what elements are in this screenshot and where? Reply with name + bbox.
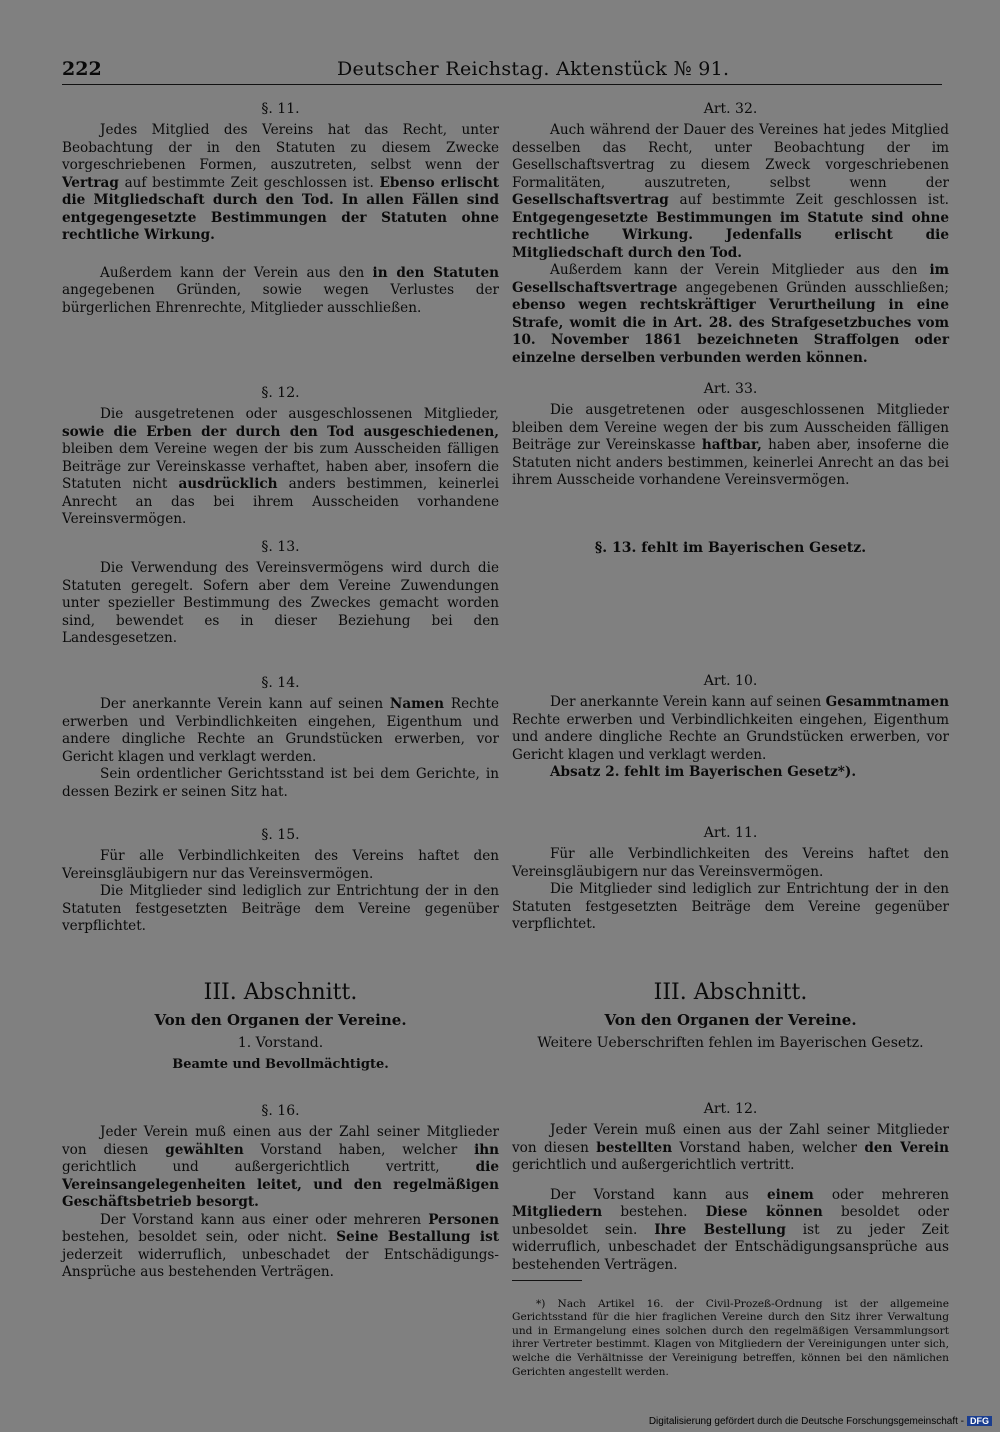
paragraph: Für alle Verbindlichkeiten des Vereins haftet den Vereinsgläubigern nur das Vereinsvermögen.: [62, 848, 499, 882]
section-heading: §. 15.: [261, 827, 300, 843]
paragraph: Der Vorstand kann aus einer oder mehreren Personen bestehen, besoldet sein, oder nicht. Seine Bestallung ist jederzeit widerruflich, unbeschadet der Entschädigungs-Ansprüche aus bestehenden Verträgen.: [62, 1211, 500, 1280]
article-11: [512, 824, 949, 934]
subsection-subtitle: Beamte und Bevollmächtigte.: [172, 1057, 389, 1072]
paragraph: Der Vorstand kann aus einem oder mehreren Mitgliedern bestehen. Diese können besoldet oder unbesoldet sein. Ihre Bestellung ist zu jeder Zeit widerruflich, unbeschadet der Entschädigungsansprüche aus bestehenden Verträgen.: [512, 1186, 950, 1273]
page-number: 222: [62, 58, 102, 80]
article-heading: Art. 11.: [703, 825, 758, 841]
missing-section-note: §. 13. fehlt im Bayerischen Gesetz.: [594, 540, 867, 556]
section-16: [62, 1102, 499, 1282]
chapter-subtitle: Von den Organen der Vereine.: [604, 1011, 857, 1029]
paragraph: Die Mitglieder sind lediglich zur Entrichtung der in den Statuten festgesetzten Beiträge dem Vereine gegenüber verpflichtet.: [512, 881, 949, 932]
footer-text: Digitalisierung gefördert durch die Deutsche Forschungsgemeinschaft -: [648, 1416, 964, 1427]
chapter-title: III. Abschnitt.: [203, 980, 358, 1005]
footnote: *) Nach Artikel 16. der Civil-Prozeß-Ordnung ist der allgemeine Gerichtsstand für die hier fraglichen Vereine durch den Sitz ihrer Verwaltung und in Ermangelung eines solchen durch den regelmäßigen Versammlungsort ihrer Vertreter bestimmt. Klagen von Mitgliedern der Vereinigungen unter sich, welche die Verhältnisse der Vereinigung betreffen, können bei den nämlichen Gerichten angestellt werden.: [512, 1297, 949, 1378]
article-heading: Art. 32.: [703, 101, 758, 117]
subsection-title: 1. Vorstand.: [237, 1035, 324, 1051]
section-11: [62, 100, 499, 317]
subsection-note: Weitere Ueberschriften fehlen im Bayerischen Gesetz.: [537, 1035, 924, 1051]
section-14: [62, 674, 499, 801]
paragraph: Die Mitglieder sind lediglich zur Entrichtung der in den Statuten festgesetzten Beiträge dem Vereine gegenüber verpflichtet.: [62, 883, 499, 934]
paragraph: Auch während der Dauer des Vereines hat jedes Mitglied desselben das Recht, unter Beobachtung der im Gesellschaftsvertrag zu diesem Zweck vorgeschriebenen Formalitäten, auszutreten, selbst wenn der Gesellschaftsvertrag auf bestimmte Zeit geschlossen ist. Entgegengesetzte Bestimmungen im Statute sind ohne rechtliche Wirkung. Jedenfalls erlischt die Mitgliedschaft durch den Tod.: [512, 122, 949, 261]
chapter-title: III. Abschnitt.: [653, 980, 808, 1005]
paragraph: Jeder Verein muß einen aus der Zahl seiner Mitglieder von diesen gewählten Vorstand haben, welcher ihn gerichtlich und außergerichtlich vertritt, die Vereinsangelegenheiten leitet, und den regelmäßigen Geschäftsbetrieb besorgt.: [62, 1124, 499, 1210]
section-15: [62, 826, 499, 936]
footnote-rule: [512, 1280, 582, 1281]
dfg-logo: DFG: [967, 1416, 992, 1426]
article-heading: Art. 10.: [703, 673, 758, 689]
digitization-footer: [649, 1416, 992, 1427]
paragraph: Sein ordentlicher Gerichtsstand ist bei dem Gerichte, in dessen Bezirk er seinen Sitz hat.: [62, 766, 499, 800]
chapter-three-heading: [62, 980, 499, 1078]
paragraph: Außerdem kann der Verein aus den in den Statuten angegebenen Gründen, sowie wegen Verlustes der bürgerlichen Ehrenrechte, Mitglieder ausschließen.: [62, 264, 500, 316]
paragraph: Der anerkannte Verein kann auf seinen Gesammtnamen Rechte erwerben und Verbindlichkeiten eingehen, Eigenthum und andere dingliche Rechte an Grundstücken erwerben, vor Gericht klagen und verklagt werden.: [512, 694, 949, 763]
paragraph: Für alle Verbindlichkeiten des Vereins haftet den Vereinsgläubigern nur das Vereinsvermögen.: [512, 846, 949, 880]
paragraph: Die Verwendung des Vereinsvermögens wird durch die Statuten geregelt. Sofern aber dem Vereine Zuwendungen unter spezieller Bestimmung des Zweckes gemacht worden sind, bewendet es in dieser Beziehung bei den Landesgesetzen.: [62, 560, 499, 646]
running-title: Deutscher Reichstag. Aktenstück № 91.: [337, 58, 730, 80]
article-10: [512, 672, 949, 782]
section-heading: §. 11.: [261, 101, 300, 117]
article-heading: Art. 12.: [703, 1101, 758, 1117]
article-32: [512, 100, 949, 367]
header-rule: [62, 84, 942, 85]
article-33: [512, 380, 949, 490]
paragraph: Jeder Verein muß einen aus der Zahl seiner Mitglieder von diesen bestellten Vorstand haben, welcher den Verein gerichtlich und außergerichtlich vertritt.: [512, 1122, 949, 1173]
chapter-three-heading: [512, 980, 949, 1056]
paragraph: Der anerkannte Verein kann auf seinen Namen Rechte erwerben und Verbindlichkeiten eingehen, Eigenthum und andere dingliche Rechte an Grundstücken erwerben, vor Gericht klagen und verklagt werden.: [62, 696, 499, 765]
section-heading: §. 13.: [261, 539, 300, 555]
chapter-subtitle: Von den Organen der Vereine.: [154, 1011, 407, 1029]
paragraph: Außerdem kann der Verein Mitglieder aus den im Gesellschaftsvertrage angegebenen Gründen ausschließen; ebenso wegen rechtskräftiger Verurtheilung in eine Strafe, womit die in Art. 28. des Strafgesetzbuches vom 10. November 1861 bezeichneten Straffolgen oder einzelne derselben verbunden werden können.: [512, 262, 949, 366]
article-12: [512, 1100, 949, 1274]
section-13: [62, 538, 499, 648]
paragraph: Jedes Mitglied des Vereins hat das Recht, unter Beobachtung der in den Statuten zu diesem Zwecke vorgeschriebenen Formen, auszutreten, selbst wenn der Vertrag auf bestimmte Zeit geschlossen ist. Ebenso erlischt die Mitgliedschaft durch den Tod. In allen Fällen sind entgegengesetzte Bestimmungen der Statuten ohne rechtliche Wirkung.: [62, 122, 500, 243]
section-13-note: [512, 540, 949, 558]
paragraph: Die ausgetretenen oder ausgeschlossenen Mitglieder, sowie die Erben der durch den Tod ausgeschiedenen, bleiben dem Vereine wegen der bis zum Ausscheiden fälligen Beiträge zur Vereinskasse verhaftet, haben aber, insofern die Statuten nicht ausdrücklich anders bestimmen, keinerlei Anrecht an das bei ihrem Ausscheiden vorhandene Vereinsvermögen.: [62, 406, 499, 527]
section-heading: §. 12.: [261, 385, 300, 401]
section-heading: §. 16.: [261, 1103, 300, 1119]
article-heading: Art. 33.: [703, 381, 758, 397]
section-12: [62, 384, 499, 529]
paragraph: Die ausgetretenen oder ausgeschlossenen Mitglieder bleiben dem Vereine wegen der bis zum Ausscheiden fälligen Beiträge zur Vereinskasse haftbar, haben aber, insoferne die Statuten nicht anders bestimmen, keinerlei Anrecht an das bei ihrem Ausscheide vorhandene Vereinsvermögen.: [512, 402, 949, 488]
section-heading: §. 14.: [261, 675, 300, 691]
paragraph: Absatz 2. fehlt im Bayerischen Gesetz*).: [550, 764, 857, 780]
